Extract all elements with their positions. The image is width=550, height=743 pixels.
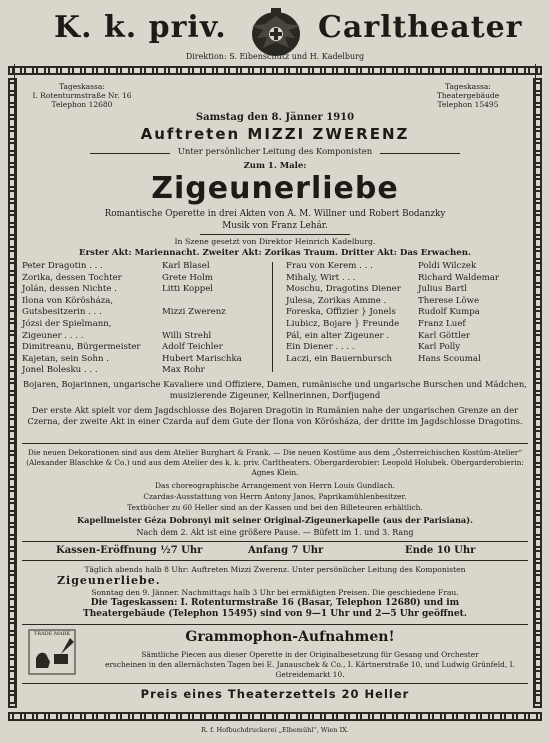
cast-role: Jonel Bolesku . . .	[22, 365, 98, 376]
setting-text: Der erste Akt spielt vor dem Jagdschlosse des Bojaren Dragotin in Rumänien nahe der ungarischen Grenze an der Czerna, der zweite Akt in einer Czarda auf dem Gute der Ilona von Körösháza, der dritte im Jagdschlosse Dragotins.	[27, 405, 523, 427]
conductor-note: Unter persönlicher Leitung des Komponisten	[177, 147, 373, 157]
ad-line-2: erscheinen in den allernächsten Tagen bei E. Janauschek & Co., I. Kärtnerstraße 10, und Ludwig Grünfeld, I. Getreidemarkt 10.	[105, 660, 515, 679]
cast-actor: Karl Polly	[418, 342, 461, 353]
cast-row	[22, 261, 210, 273]
cast-row	[22, 365, 205, 377]
right-box-office-box	[408, 82, 528, 109]
printer-credit: R. f. Hofbuchdruckerei „Elbemühl“, Wien IX.	[201, 726, 349, 734]
cast-row	[22, 319, 162, 331]
guest-appearance: Auftreten MIZZI ZWERENZ	[140, 125, 410, 143]
cast-role: Liubicz, Bojare } Freunde	[286, 319, 400, 329]
rule-after-setting	[22, 443, 528, 444]
cast-row	[286, 307, 480, 319]
price-note: Preis eines Theaterzettels 20 Heller	[140, 687, 410, 701]
cast-role: Foreska, Offizier } Jonels	[286, 307, 396, 318]
cast-role: Moschu, Dragotins Diener	[286, 284, 401, 295]
rule-after-times	[22, 560, 528, 561]
cast-role: Ein Diener . . . .	[286, 342, 355, 353]
ensemble-text: Bojaren, Bojarinnen, ungarische Kavaliere und Offiziere, Damen, rumänische und ungarische Burschen und Mädchen, musizierende Zigeuner, Kellnerinnen, Dorfjugend	[23, 379, 527, 401]
cast-row	[286, 342, 460, 354]
cast-role: Gutsbesitzerin . . .	[22, 307, 102, 318]
cast-actor: Therese Löwe	[418, 295, 480, 306]
cast-row	[286, 296, 479, 308]
band-note: Kapellmeister Géza Dobronyi mit seiner Original-Zigeunerkapelle (aus der Parisiana).	[77, 515, 473, 525]
cast-actor: Franz Luef	[418, 319, 466, 329]
cast-actor: Richard Waldemar	[418, 272, 499, 283]
czardas-credit: Czardas-Ausstattung von Herrn Antony Janos, Paprikamühlenbesitzer.	[143, 492, 407, 501]
cast-role: Laczi, ein Bauernbursch	[286, 353, 393, 364]
cast-actor: Litti Koppel	[162, 284, 214, 295]
rule-before-ad	[22, 624, 528, 625]
cast-actor: Poldi Wilczek	[418, 261, 477, 271]
cast-role: Józsi der Spielmann,	[22, 319, 112, 329]
top-greek-border	[8, 66, 542, 75]
cast-actor: Grete Holm	[162, 272, 213, 283]
logo-trade-mark: TRADE MARK	[33, 631, 71, 637]
subtitle-music: Musik von Franz Lehár.	[222, 221, 328, 231]
cast-row	[286, 273, 499, 285]
header-left-title: K. k. priv.	[54, 10, 227, 45]
ad-line-1: Sämtliche Piecen aus dieser Operette in der Originalbesetzung für Gesang und Orchester	[141, 650, 479, 659]
cast-row	[22, 331, 211, 343]
cast-role: Peter Dragotin . . .	[22, 261, 103, 271]
cast-actor: Hans Scoumal	[418, 353, 481, 364]
cast-role: Ilona von Körösháza,	[22, 295, 114, 306]
decor-credits: Die neuen Dekorationen sind aus dem Atelier Burghart & Frank. — Die neuen Kostüme aus dem „Österreichischen Kostüm-Atelier“ (Alexander Blaschke & Co.) und aus dem Atelier des k. k. priv. Carltheaters. Obergarderobier: Leopold Holubek. Obergarderobierin: Agnes Klein.	[26, 448, 524, 477]
cast-row	[22, 342, 223, 354]
cast-divider	[272, 262, 273, 372]
cast-row	[286, 284, 467, 296]
cast-role: Frau von Kerem . . .	[286, 261, 373, 271]
cast-actor: Rudolf Kumpa	[418, 307, 480, 318]
cast-role: Mihaly, Wirt . . .	[286, 272, 356, 283]
right-box-line-2: Theatergebäude	[436, 91, 500, 100]
cast-actor: Karl Blasel	[162, 261, 210, 271]
subtitle-rule	[200, 234, 350, 235]
cast-role: Jolán, dessen Nichte .	[22, 284, 117, 295]
textbook-note: Textbücher zu 60 Heller sind an der Kassen und bei den Billeteuren erhältlich.	[127, 503, 423, 512]
cast-row	[286, 261, 476, 273]
daily-title: Zigeunerliebe.	[57, 574, 161, 587]
cast-actor: Hubert Marischka	[162, 353, 242, 364]
sunday-announcement: Sonntag den 9. Jänner. Nachmittags halb 3 Uhr bei ermäßigten Preisen. Die geschiedene Frau.	[91, 588, 459, 597]
cast-role: Julesa, Zorikas Amme .	[286, 295, 387, 306]
staging-credit: In Szene gesetzt von Direktor Heinrich Kadelburg.	[174, 237, 376, 246]
cast-row	[22, 296, 162, 308]
right-dash-rule	[380, 153, 460, 154]
cast-row	[286, 354, 481, 366]
cast-row	[22, 307, 226, 319]
right-box-line-1: Tageskassa:	[445, 82, 491, 91]
cast-row	[286, 331, 470, 343]
acts-list: Erster Akt: Mariennacht. Zweiter Akt: Zorikas Traum. Dritter Akt: Das Erwachen.	[79, 248, 471, 258]
rule-before-price	[22, 683, 528, 684]
first-time-label: Zum 1. Male:	[243, 161, 307, 171]
box-office-hours-2: Theatergebäude (Telephon 15495) sind von 9—1 Uhr und 2—5 Uhr geöffnet.	[83, 609, 467, 619]
subtitle-authors: Romantische Operette in drei Akten von A. M. Willner und Robert Bodanzky	[104, 209, 446, 219]
ad-title: Grammophon-Aufnahmen!	[185, 629, 395, 645]
start-time: Anfang 7 Uhr	[248, 545, 324, 556]
cast-role: Kajetan, sein Sohn .	[22, 353, 109, 364]
bottom-greek-border	[8, 712, 542, 721]
cast-row	[22, 354, 242, 366]
cast-actor: Karl Göttler	[418, 330, 471, 341]
operetta-title: Zigeunerliebe	[151, 171, 399, 206]
left-box-line-2: I. Rotenturmstraße Nr. 16	[32, 91, 132, 100]
cast-role: Zorika, dessen Tochter	[22, 272, 122, 283]
header-direction: Direktion: S. Eibenschütz und H. Kadelburg	[185, 52, 365, 61]
cast-role: Dimitreanu, Bürgermeister	[22, 342, 141, 353]
rule-before-times	[22, 541, 528, 542]
cast-row	[22, 273, 213, 285]
cast-row	[22, 284, 213, 296]
cast-actor: Julius Bartl	[418, 284, 467, 295]
daily-announcement: Täglich abends halb 8 Uhr: Auftreten Mizzi Zwerenz. Unter persönlicher Leitung des Komponisten	[84, 565, 466, 574]
cast-row	[286, 319, 466, 331]
box-office-hours-1: Die Tageskassen: I. Rotenturmstraße 16 (Basar, Telephon 12680) und im	[90, 598, 460, 608]
left-box-line-3: Telephon 12680	[51, 100, 113, 109]
cast-role: Zigeuner . . . .	[22, 330, 84, 341]
pause-note: Nach dem 2. Akt ist eine größere Pause. — Büfett im 1. und 3. Rang	[136, 528, 414, 537]
cast-actor: Adolf Teichler	[162, 342, 223, 353]
cast-actor: Max Rohr	[162, 365, 205, 376]
left-box-line-1: Tageskassa:	[59, 82, 105, 91]
end-time: Ende 10 Uhr	[405, 545, 476, 556]
right-box-line-3: Telephon 15495	[437, 100, 499, 109]
ballet-credit: Das choreographische Arrangement von Herrn Louis Gundlach.	[155, 481, 395, 490]
cast-actor: Willi Strehl	[162, 330, 212, 341]
cast-role: Pál, ein alter Zigeuner .	[286, 330, 390, 341]
cast-actor: Mizzi Zwerenz	[162, 307, 226, 318]
left-box-office-box	[22, 82, 142, 109]
header-right-title: Carltheater	[318, 10, 523, 45]
performance-date: Samstag den 8. Jänner 1910	[195, 112, 355, 123]
box-office-opening: Kassen-Eröffnung ½7 Uhr	[56, 545, 203, 556]
